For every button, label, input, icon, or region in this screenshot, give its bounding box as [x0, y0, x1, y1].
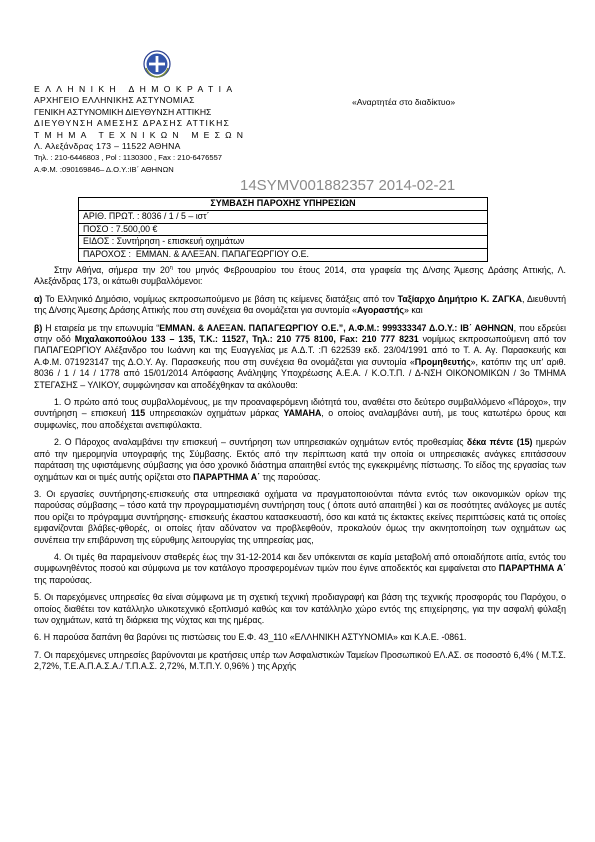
clause-1-text-1: Ο πρώτο από τους συμβαλλομένους, με την προαναφερόμενη ιδιότητά του, αναθέτει στο δεύτερο συμβαλλόμενο «Πάροχο», την συντήρηση – επισκευή: [34, 397, 566, 419]
clause-4-number: 4.: [54, 551, 62, 562]
clause-1-text-3: , ο οποίος αναλαμβάνει αυτή, με τους κατωτέρω όρους και συμφωνίες, που αποδέχεται ανεπιφύλακτα.: [34, 408, 566, 430]
clause-6: 6. Η παρούσα δαπάνη θα βαρύνει τις πιστώσεις του Ε.Φ. 43_110 «ΕΛΛΗΝΙΚΗ ΑΣΤΥΝΟΜΙΑ» και Κ.Α.Ε. -0861.: [34, 632, 467, 643]
contract-summary-table: [78, 197, 488, 262]
contract-body: [34, 265, 566, 679]
party-b-text-2: , που εδρεύει στην οδό: [34, 322, 566, 345]
party-a-representative: Ταξίαρχο Δημήτριο Κ. ΖΑΓΚΑ: [397, 293, 522, 304]
clause-1-brand: YAMAHA: [283, 408, 322, 419]
header-address: Λ. Αλεξάνδρας 173 – 11522 ΑΘΗΝΑ: [34, 141, 181, 152]
issuer-header: [34, 84, 304, 175]
intro-text-b: του μηνός Φεβρουαρίου του έτους 2014, στα γραφεία της Δ/νσης Άμεσης Δράσης Αττικής, Λ. Αλεξάνδρας 173, οι κάτωθι συμβαλλόμενοι:: [34, 265, 566, 287]
header-directorate: ΔΙΕΥΘΥΝΣΗ ΑΜΕΣΗΣ ΔΡΑΣΗΣ ΑΤΤΙΚΗΣ: [34, 118, 230, 129]
clause-3: [34, 489, 566, 546]
party-a-paragraph: [34, 294, 566, 317]
clause-1: [34, 397, 566, 431]
contract-type: ΕΙΔΟΣ : Συντήρηση - επισκευή οχημάτων: [79, 236, 488, 249]
contract-provider: [79, 249, 488, 262]
intro-sup: η: [169, 265, 173, 272]
party-b-text-4: », κατόπιν της υπ' αριθ. 8036 / 1 / 14 / 1778 από 15/01/2014 Απόφασης Ανάληψης Υποχρέωσης Α.Ε.Α. / Κ.Ο.Τ.Π. / Δ-ΝΣΗ ΟΙΚΟΝΟΜΙΚΩΝ / 3ο ΤΜΗΜΑ ΣΤΕΓΑΣΗΣ – ΥΛΙΚΟΥ, συμφώνησαν και αποδέχθηκαν τα ακόλουθα:: [34, 356, 566, 390]
party-b-label: β): [34, 322, 43, 333]
intro-text-a: Στην Αθήνα, σήμερα την 20: [54, 265, 170, 275]
header-department: ΤΜΗΜΑ ΤΕΧΝΙΚΩΝ ΜΕΣΩΝ: [34, 129, 249, 140]
clause-1-vehicle-count: 115: [130, 408, 146, 419]
clause-3-text: Οι εργασίες συντήρησης-επισκευής στα υπηρεσιακά οχήματα να πραγματοποιούνται πάντα εντός των οικονομικών ορίων της παρούσας σύμβασης – τόσο κατά την προγραμματισμένη συντήρηση τους ( όποτε αυτό απαιτηθεί ) και σε ποσότητες ανάλογες με αυτές που ορίζει το πρόγραμμα συντήρησης- επισκευής έκαστου κατασκευαστή, όσο και κατά τις έκτακτες εκείνες περιπτώσεις κατά τις οποίες εμφανίζονται βλάβες-φθορές, οι οποίες ήταν αδύνατον να προβλεφθούν, προκαλούν όμως την ακινητοποίηση των οχημάτων ως συνέπεια την επιβάρυνση της εύρυθμης λειτουργίας της υπηρεσίας μας,: [34, 488, 566, 545]
party-a-text-2: , Διευθυντή της Δ/νσης Άμεσης Δράσης Αττικής που στη συνέχεια θα ονομάζεται για συντομία «: [34, 293, 566, 316]
clause-4: [34, 552, 566, 586]
party-b-company: ΕΜΜΑΝ. & ΑΛΕΞΑΝ. ΠΑΠΑΓΕΩΡΓΙΟΥ Ο.Ε.”, Α.Φ.Μ.: 999333347 Δ.Ο.Υ.: ΙΒ΄ ΑΘΗΝΩΝ: [159, 322, 514, 333]
intro-paragraph: [34, 265, 566, 288]
clause-1-text-2: υπηρεσιακών οχημάτων μάρκας: [145, 408, 284, 419]
clause-4-annex: ΠΑΡΑΡΤΗΜΑ Α΄: [498, 563, 566, 574]
party-b-text-3: νομίμως εκπροσωπούμενη από τον ΠΑΠΑΓΕΩΡΓΙΟΥ Αλέξανδρο του Ιωάννη και της Ευαγγελίας με Α.Δ.Τ. :Π 622539 εκδ. 23/04/1991 από το Τ. Α. Αγ. Παρασκευής και Α.Φ.Μ. 071923147 της Δ.Ο.Υ. Αγ. Παρασκευής που στη συνέχεια θα ονομάζεται για συντομία «: [34, 334, 567, 367]
ada-stamp: 14SYMV001882357 2014-02-21: [240, 177, 456, 194]
header-tax-id: Α.Φ.Μ. :090169846– Δ.Ο.Υ.:ΙΒ΄ ΑΘΗΝΩΝ: [34, 164, 174, 174]
party-b-paragraph: [34, 323, 566, 391]
clause-2-number: 2.: [54, 437, 62, 448]
provider-label: ΠΑΡΟΧΟΣ :: [83, 249, 131, 260]
provider-value: ΕΜΜΑΝ. & ΑΛΕΞΑΝ. ΠΑΠΑΓΕΩΡΓΙΟΥ Ο.Ε.: [135, 249, 309, 260]
party-a-role: Αγοραστής: [356, 305, 404, 316]
header-headquarters: ΑΡΧΗΓΕΙΟ ΕΛΛΗΝΙΚΗΣ ΑΣΤΥΝΟΜΙΑΣ: [34, 95, 195, 106]
clause-1-number: 1.: [54, 397, 62, 408]
greek-emblem-icon: [143, 50, 171, 78]
clause-3-number: 3.: [34, 488, 42, 499]
party-b-role: Προμηθευτής: [414, 356, 471, 367]
clause-2-text-1: Ο Πάροχος αναλαμβάνει την επισκευή – συντήρηση των υπηρεσιακών οχημάτων εντός προθεσμίας: [61, 437, 467, 448]
header-general-directorate: ΓΕΝΙΚΗ ΑΣΤΥΝΟΜΙΚΗ ΔΙΕΥΘΥΝΣΗ ΑΤΤΙΚΗΣ: [34, 106, 212, 117]
clause-4-text-1: Οι τιμές θα παραμείνουν σταθερές έως την 31-12-2014 και δεν υπόκεινται σε καμία μεταβολή από οποιαδήποτε αιτία, εντός του συμφωνηθέντος ποσού και σύμφωνα με τον κατάλογο προσφερομένων τιμών που έγινε αποδεκτός και εμφαίνεται στο: [34, 551, 566, 574]
protocol-number: ΑΡΙΘ. ΠΡΩΤ. : 8036 / 1 / 5 – ιστ΄: [79, 210, 488, 223]
clause-2-deadline: δέκα πέντε (15): [466, 437, 533, 448]
party-b-text-1: Η εταιρεία με την επωνυμία “: [42, 322, 160, 333]
header-country: ΕΛΛΗΝΙΚΗ ΔΗΜΟΚΡΑΤΙΑ: [34, 84, 238, 94]
clause-4-text-2: της παρούσας.: [34, 574, 92, 585]
clause-2-text-3: της παρούσας.: [260, 471, 321, 482]
posting-note: «Αναρτητέα στο διαδίκτυο»: [352, 97, 456, 107]
clause-2-text-2: ημερών από την ημερομηνία υπογραφής της Σύμβασης. Εκτός από την περίπτωση κατά την οποία οι υπηρεσιακές ανάγκες επιτάσσουν παράταση της υφιστάμενης σύμβασης για όσο χρονικό διάστημα απαιτηθεί εντός της εγκεκριμένης πίστωσης. Το είδος της εργασίας των οχημάτων και οι τιμές αυτής ορίζεται στο: [34, 437, 566, 482]
contract-amount: ΠΟΣΟ : 7.500,00 €: [79, 223, 488, 236]
party-a-text-3: » και: [403, 305, 423, 316]
clause-2-annex: ΠΑΡΑΡΤΗΜΑ Α΄: [193, 471, 261, 482]
clause-2: [34, 437, 566, 483]
clause-5: 5. Οι παρεχόμενες υπηρεσίες θα είναι σύμφωνα με τη σχετική τεχνική προδιαγραφή και βάση της τεχνικής προσφοράς του Παρόχου, ο οποίος διαθέτει τον κατάλληλο υλικοτεχνικό εξοπλισμό καθώς και τον κατάλληλο χώρο εντός της επιχείρησης, για την ασφαλή φύλαξη των οχημάτων, κατά τη διάρκεια της νύχτας και της ημέρας.: [34, 592, 566, 625]
contract-title: ΣΥΜΒΑΣΗ ΠΑΡΟΧΗΣ ΥΠΗΡΕΣΙΩΝ: [79, 198, 488, 211]
header-phones: Τηλ. : 210-6446803 , Pol : 1130300 , Fax : 210-6476557: [34, 153, 223, 163]
party-b-address: Μιχαλακοπούλου 133 – 135, Τ.Κ.: 11527, Τηλ.: 210 775 8100, Fax: 210 777 8231: [74, 334, 419, 345]
clause-7: 7. Οι παρεχόμενες υπηρεσίες βαρύνονται με κρατήσεις υπέρ των Ασφαλιστικών Ταμείων Προσωπικού ΕΛ.ΑΣ. σε ποσοστό 6,4% ( Μ.Τ.Σ. 2,72%, Τ.Ε.Α.Π.Α.Σ.Α./ Τ.Π.Α.Σ. 2,72%, Μ.Τ.Π.Υ. 0,96% ) της Αρχής: [34, 649, 566, 672]
party-a-text-1: Το Ελληνικό Δημόσιο, νομίμως εκπροσωπούμενο με βάση τις κείμενες διατάξεις από τον: [42, 293, 398, 304]
party-a-label: α): [34, 293, 43, 304]
